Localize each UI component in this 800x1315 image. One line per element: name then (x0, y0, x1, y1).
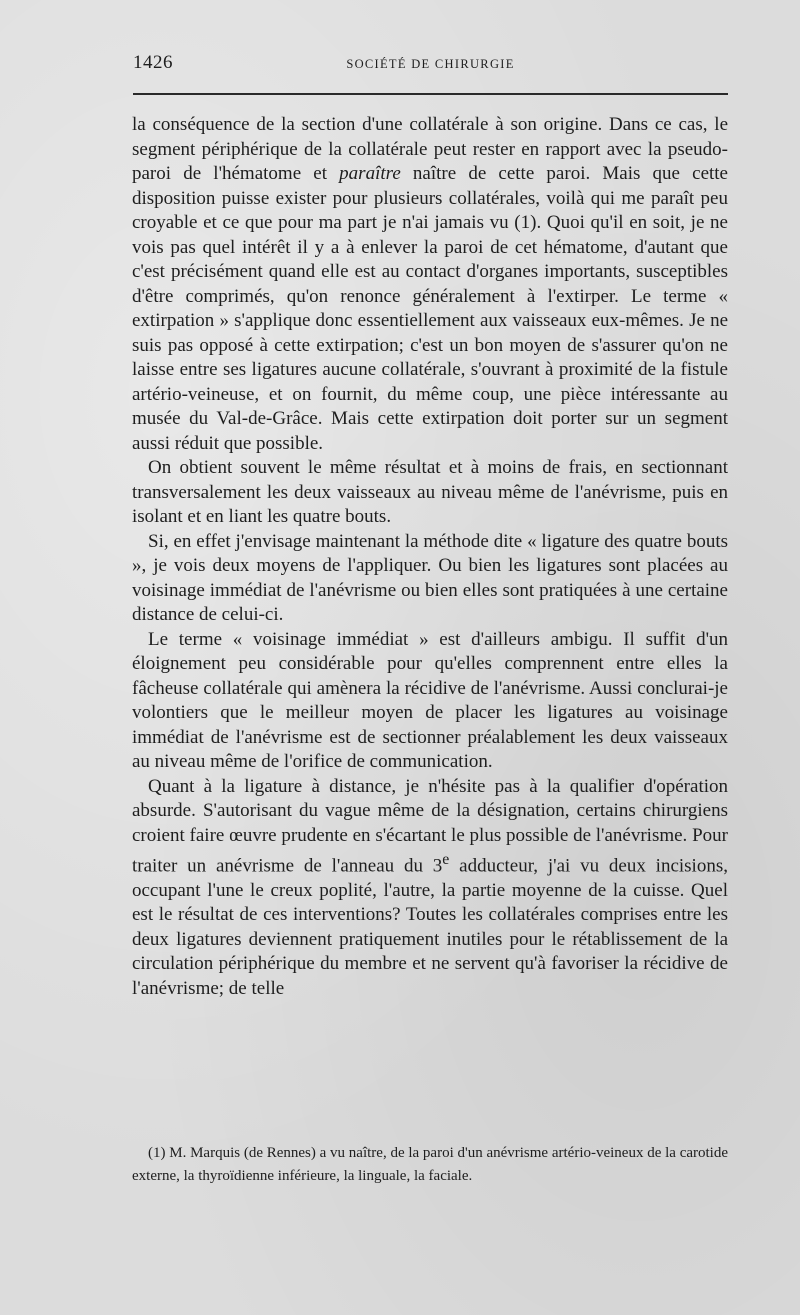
paragraph-5 (132, 775, 728, 1002)
paragraph-3: Si, en effet j'envisage maintenant la méthode dite « ligature des quatre bouts », je vois deux moyens de l'appliquer. Ou bien les ligatures sont placées au voisinage immédiat de l'anévrisme ou bien elles sont pratiquées à une certaine distance de celui-ci. (132, 530, 728, 625)
paragraph-1 (132, 113, 728, 456)
body-text (132, 113, 728, 1001)
page-header (133, 52, 728, 76)
paragraph-5-part-a: Quant à la ligature à distance, je n'hésite pas à la qualifier d'opération absurde. S'autorisant du vague même de la désignation, certains chirurgiens croient faire œuvre prudente en s'écartant le plus possible de l'anévrisme. Pour traiter un anévrisme de l'anneau du 3 (132, 775, 728, 877)
paragraph-4: Le terme « voisinage immédiat » est d'ailleurs ambigu. Il suffit d'un éloignement peu considérable pour qu'elles comprennent entre elles la fâcheuse collatérale qui amènera la récidive de l'anévrisme. Aussi conclurai-je volontiers que le meilleur moyen de placer les ligatures au voisinage immédiat de l'anévrisme est de sectionner préalablement les deux vaisseaux au niveau même de l'orifice de communication. (132, 628, 728, 772)
header-rule (133, 93, 728, 95)
paragraph-2: On obtient souvent le même résultat et à moins de frais, en sectionnant transversalement les deux vaisseaux au niveau même de l'anévrisme, puis en isolant et en liant les quatre bouts. (132, 457, 728, 527)
footnote: (1) M. Marquis (de Rennes) a vu naître, de la paroi d'un anévrisme artério-veineux de la carotide externe, la thyroïdienne inférieure, la linguale, la faciale. (132, 1145, 728, 1184)
page-number: 1426 (133, 52, 173, 73)
paragraph-5-superscript: e (442, 851, 450, 868)
paragraph-1-italic: paraître (339, 163, 401, 184)
paragraph-1-part-a: la conséquence de la section d'une collatérale à son origine. Dans ce cas, le segment périphérique de la collatérale peut rester en rapport avec la pseudo-paroi de l'hématome et (132, 114, 728, 184)
running-title: SOCIÉTÉ DE CHIRURGIE (346, 57, 515, 71)
paragraph-1-part-b: naître de cette paroi. Mais que cette disposition puisse exister pour plusieurs collatérales, voilà qui me paraît peu croyable et ce que pour ma part je n'ai jamais vu (1). Quoi qu'il en soit, je ne vois pas quel intérêt il y a à enlever la paroi de cet hématome, d'autant que c'est précisément quand elle est au contact d'organes importants, susceptibles d'être comprimés, qu'on renonce généralement à l'extirper. Le terme « extirpation » s'applique donc essentiellement aux vaisseaux eux-mêmes. Je ne suis pas opposé à cette extirpation; c'est un bon moyen de s'assurer qu'on ne laisse entre ses ligatures aucune collatérale, s'ouvrant à proximité de la fistule artério-veineuse, et on fournit, du même coup, une pièce intéressante au musée du Val-de-Grâce. Mais cette extirpation doit porter sur un segment aussi réduit que possible. (132, 163, 728, 454)
paragraph-5-part-b: adducteur, j'ai vu deux incisions, occupant l'une le creux poplité, l'autre, la partie moyenne de la cuisse. Quel est le résultat de ces interventions? Toutes les collatérales comprises entre les deux ligatures deviennent pratiquement inutiles pour le rétablissement de la circulation périphérique du membre et ne servent qu'à favoriser la récidive de l'anévrisme; de telle (132, 855, 728, 999)
